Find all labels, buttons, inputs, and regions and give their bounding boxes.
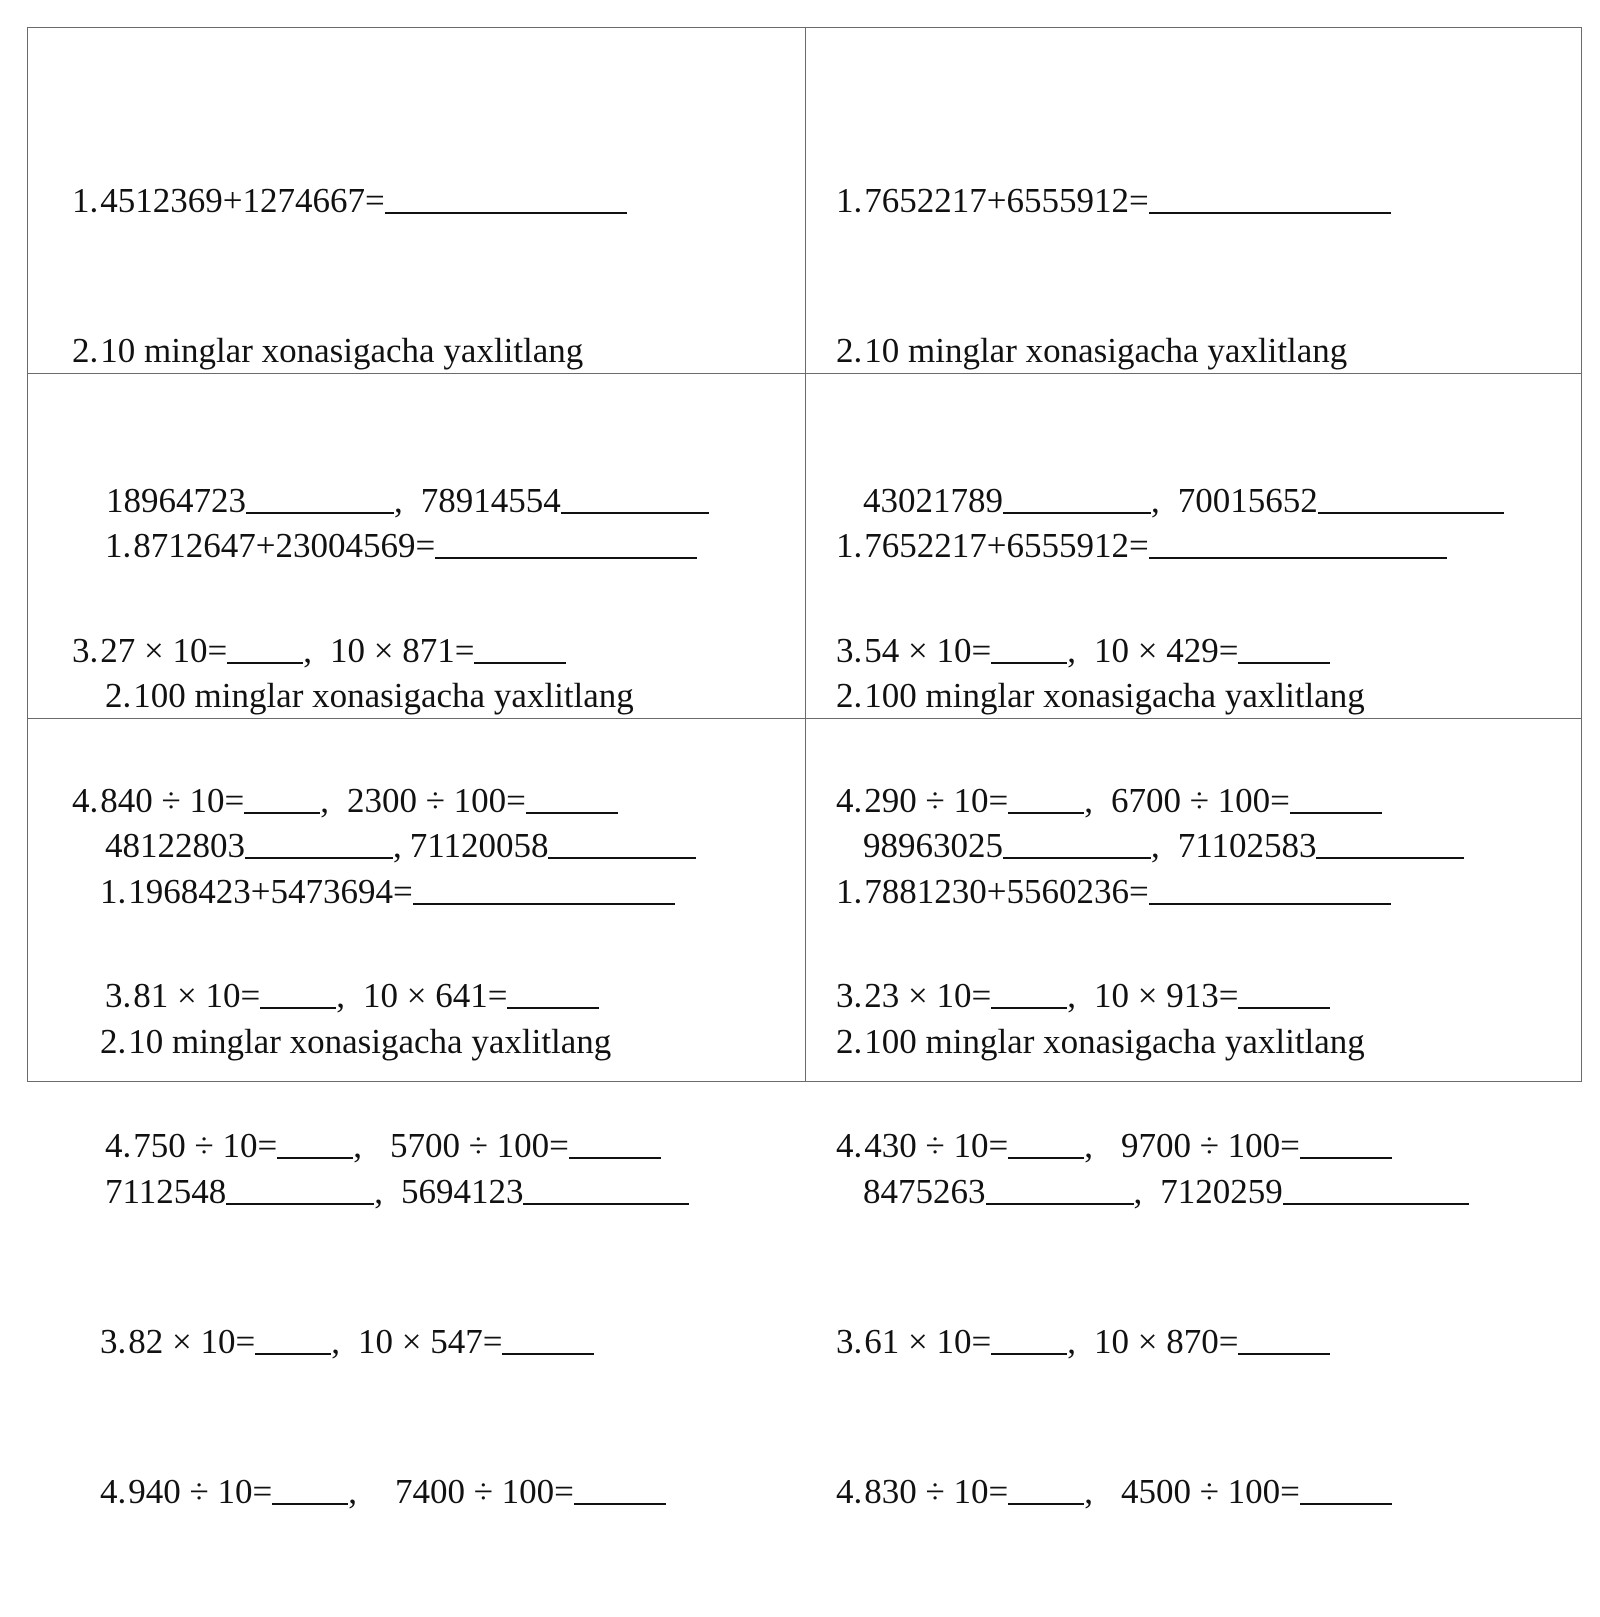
division-expression: 430 ÷ 10=	[864, 1126, 1009, 1165]
question-2	[105, 671, 697, 721]
rounding-instruction: 10 minglar xonasigacha yaxlitlang	[100, 331, 584, 370]
rounding-instruction: 100 minglar xonasigacha yaxlitlang	[133, 676, 634, 715]
rounding-number: 5694123	[400, 1172, 524, 1211]
question-1	[72, 176, 709, 226]
question-4: 4. 290 ÷ 10= , 6700 ÷ 100=	[836, 776, 1504, 826]
question-1	[836, 521, 1464, 571]
question-4: 4. 840 ÷ 10= , 2300 ÷ 100=	[72, 776, 709, 826]
question-number: 4.	[105, 1126, 132, 1165]
question-2-numbers: 43021789 , 70015652	[836, 476, 1504, 526]
answer-blank[interactable]	[435, 523, 697, 559]
answer-blank[interactable]	[1238, 1319, 1330, 1355]
question-number: 1.	[836, 872, 863, 911]
question-1	[836, 176, 1504, 226]
multiplication-expression: 82 × 10=	[128, 1322, 256, 1361]
question-3: 3. 81 × 10= , 10 × 641=	[105, 971, 697, 1021]
question-number: 4.	[836, 781, 863, 820]
division-expression: 940 ÷ 10=	[128, 1472, 273, 1511]
answer-blank[interactable]	[1149, 523, 1447, 559]
question-2-numbers: 18964723 , 78914554	[72, 476, 709, 526]
question-number: 4.	[72, 781, 99, 820]
rounding-instruction: 100 minglar xonasigacha yaxlitlang	[864, 676, 1365, 715]
question-number: 3.	[836, 976, 863, 1015]
multiplication-expression: 81 × 10=	[133, 976, 261, 1015]
answer-blank[interactable]	[991, 1319, 1067, 1355]
division-expression: 2300 ÷ 100=	[346, 781, 526, 820]
answer-blank[interactable]	[1149, 869, 1391, 905]
multiplication-expression: 23 × 10=	[864, 976, 992, 1015]
question-number: 2.	[100, 1022, 127, 1061]
question-2-numbers: 98963025 , 71102583	[836, 821, 1464, 871]
question-4: 4. 830 ÷ 10= , 4500 ÷ 100=	[836, 1467, 1469, 1517]
answer-blank[interactable]	[1008, 1469, 1084, 1505]
multiplication-expression: 10 × 913=	[1093, 976, 1239, 1015]
addition-expression: 4512369+1274667=	[100, 181, 385, 220]
rounding-number: 71102583	[1177, 826, 1317, 865]
rounding-instruction: 10 minglar xonasigacha yaxlitlang	[864, 331, 1348, 370]
question-1	[105, 521, 697, 571]
rounding-number: 98963025	[863, 826, 1003, 865]
division-expression: 4500 ÷ 100=	[1120, 1472, 1300, 1511]
question-2	[100, 1017, 689, 1067]
rounding-number: 18964723	[106, 481, 246, 520]
question-4: 4. 940 ÷ 10= , 7400 ÷ 100=	[100, 1467, 689, 1517]
multiplication-expression: 10 × 547=	[357, 1322, 503, 1361]
addition-expression: 1968423+5473694=	[128, 872, 413, 911]
question-number: 3.	[105, 976, 132, 1015]
question-number: 1.	[836, 181, 863, 220]
question-number: 4.	[836, 1472, 863, 1511]
multiplication-expression: 54 × 10=	[864, 631, 992, 670]
answer-blank[interactable]	[502, 1319, 594, 1355]
addition-expression: 7652217+6555912=	[864, 526, 1149, 565]
question-2	[836, 326, 1504, 376]
answer-blank[interactable]	[1300, 1469, 1392, 1505]
multiplication-expression: 10 × 641=	[362, 976, 508, 1015]
question-2	[836, 1017, 1469, 1067]
addition-expression: 7881230+5560236=	[864, 872, 1149, 911]
question-number: 4.	[100, 1472, 127, 1511]
question-3: 3. 54 × 10= , 10 × 429=	[836, 626, 1504, 676]
question-2-numbers: 8475263 , 7120259	[836, 1167, 1469, 1217]
exercise-card	[100, 767, 689, 1617]
question-number: 1.	[72, 181, 99, 220]
question-1	[100, 867, 689, 917]
question-1	[836, 867, 1469, 917]
answer-blank[interactable]	[385, 178, 627, 214]
rounding-number: 7120259	[1160, 1172, 1283, 1211]
question-number: 2.	[836, 1022, 863, 1061]
question-3: 3. 27 × 10= , 10 × 871=	[72, 626, 709, 676]
division-expression: 7400 ÷ 100=	[394, 1472, 574, 1511]
question-number: 3.	[836, 631, 863, 670]
multiplication-expression: 10 × 429=	[1093, 631, 1239, 670]
question-number: 4.	[836, 1126, 863, 1165]
question-number: 2.	[72, 331, 99, 370]
question-number: 2.	[836, 676, 863, 715]
question-3: 3. 61 × 10= , 10 × 870=	[836, 1317, 1469, 1367]
question-number: 2.	[105, 676, 132, 715]
exercise-card	[836, 767, 1469, 1617]
rounding-number: 71120058	[409, 826, 549, 865]
answer-blank[interactable]	[226, 1169, 374, 1205]
multiplication-expression: 61 × 10=	[864, 1322, 992, 1361]
division-expression: 750 ÷ 10=	[133, 1126, 278, 1165]
question-number: 3.	[100, 1322, 127, 1361]
question-number: 1.	[100, 872, 127, 911]
answer-blank[interactable]	[1149, 178, 1391, 214]
addition-expression: 7652217+6555912=	[864, 181, 1149, 220]
rounding-number: 7112548	[105, 1172, 227, 1211]
multiplication-expression: 10 × 871=	[329, 631, 475, 670]
question-2-numbers: 48122803 , 71120058	[105, 821, 697, 871]
answer-blank[interactable]	[574, 1469, 666, 1505]
rounding-number: 70015652	[1177, 481, 1318, 520]
question-number: 2.	[836, 331, 863, 370]
rounding-number: 8475263	[863, 1172, 986, 1211]
question-4: 4. 750 ÷ 10= , 5700 ÷ 100=	[105, 1121, 697, 1171]
answer-blank[interactable]	[1283, 1169, 1469, 1205]
question-number: 3.	[836, 1322, 863, 1361]
division-expression: 9700 ÷ 100=	[1120, 1126, 1300, 1165]
question-3: 3. 23 × 10= , 10 × 913=	[836, 971, 1464, 1021]
multiplication-expression: 27 × 10=	[100, 631, 228, 670]
question-3: 3. 82 × 10= , 10 × 547=	[100, 1317, 689, 1367]
rounding-number: 78914554	[420, 481, 561, 520]
question-2	[836, 671, 1464, 721]
question-number: 3.	[72, 631, 99, 670]
division-expression: 5700 ÷ 100=	[389, 1126, 569, 1165]
rounding-number: 48122803	[105, 826, 245, 865]
answer-blank[interactable]	[986, 1169, 1134, 1205]
division-expression: 290 ÷ 10=	[864, 781, 1009, 820]
answer-blank[interactable]	[272, 1469, 348, 1505]
division-expression: 830 ÷ 10=	[864, 1472, 1009, 1511]
rounding-number: 43021789	[863, 481, 1003, 520]
question-4: 4. 430 ÷ 10= , 9700 ÷ 100=	[836, 1121, 1464, 1171]
worksheet-grid	[27, 27, 1582, 1511]
answer-blank[interactable]	[523, 1169, 689, 1205]
question-number: 1.	[836, 526, 863, 565]
question-2	[72, 326, 709, 376]
division-expression: 840 ÷ 10=	[100, 781, 245, 820]
question-number: 1.	[105, 526, 132, 565]
answer-blank[interactable]	[255, 1319, 331, 1355]
division-expression: 6700 ÷ 100=	[1110, 781, 1290, 820]
column-divider	[805, 28, 806, 1081]
answer-blank[interactable]	[413, 869, 675, 905]
rounding-instruction: 100 minglar xonasigacha yaxlitlang	[864, 1022, 1365, 1061]
rounding-instruction: 10 minglar xonasigacha yaxlitlang	[128, 1022, 612, 1061]
question-2-numbers: 7112548 , 5694123	[100, 1167, 689, 1217]
addition-expression: 8712647+23004569=	[133, 526, 436, 565]
multiplication-expression: 10 × 870=	[1093, 1322, 1239, 1361]
